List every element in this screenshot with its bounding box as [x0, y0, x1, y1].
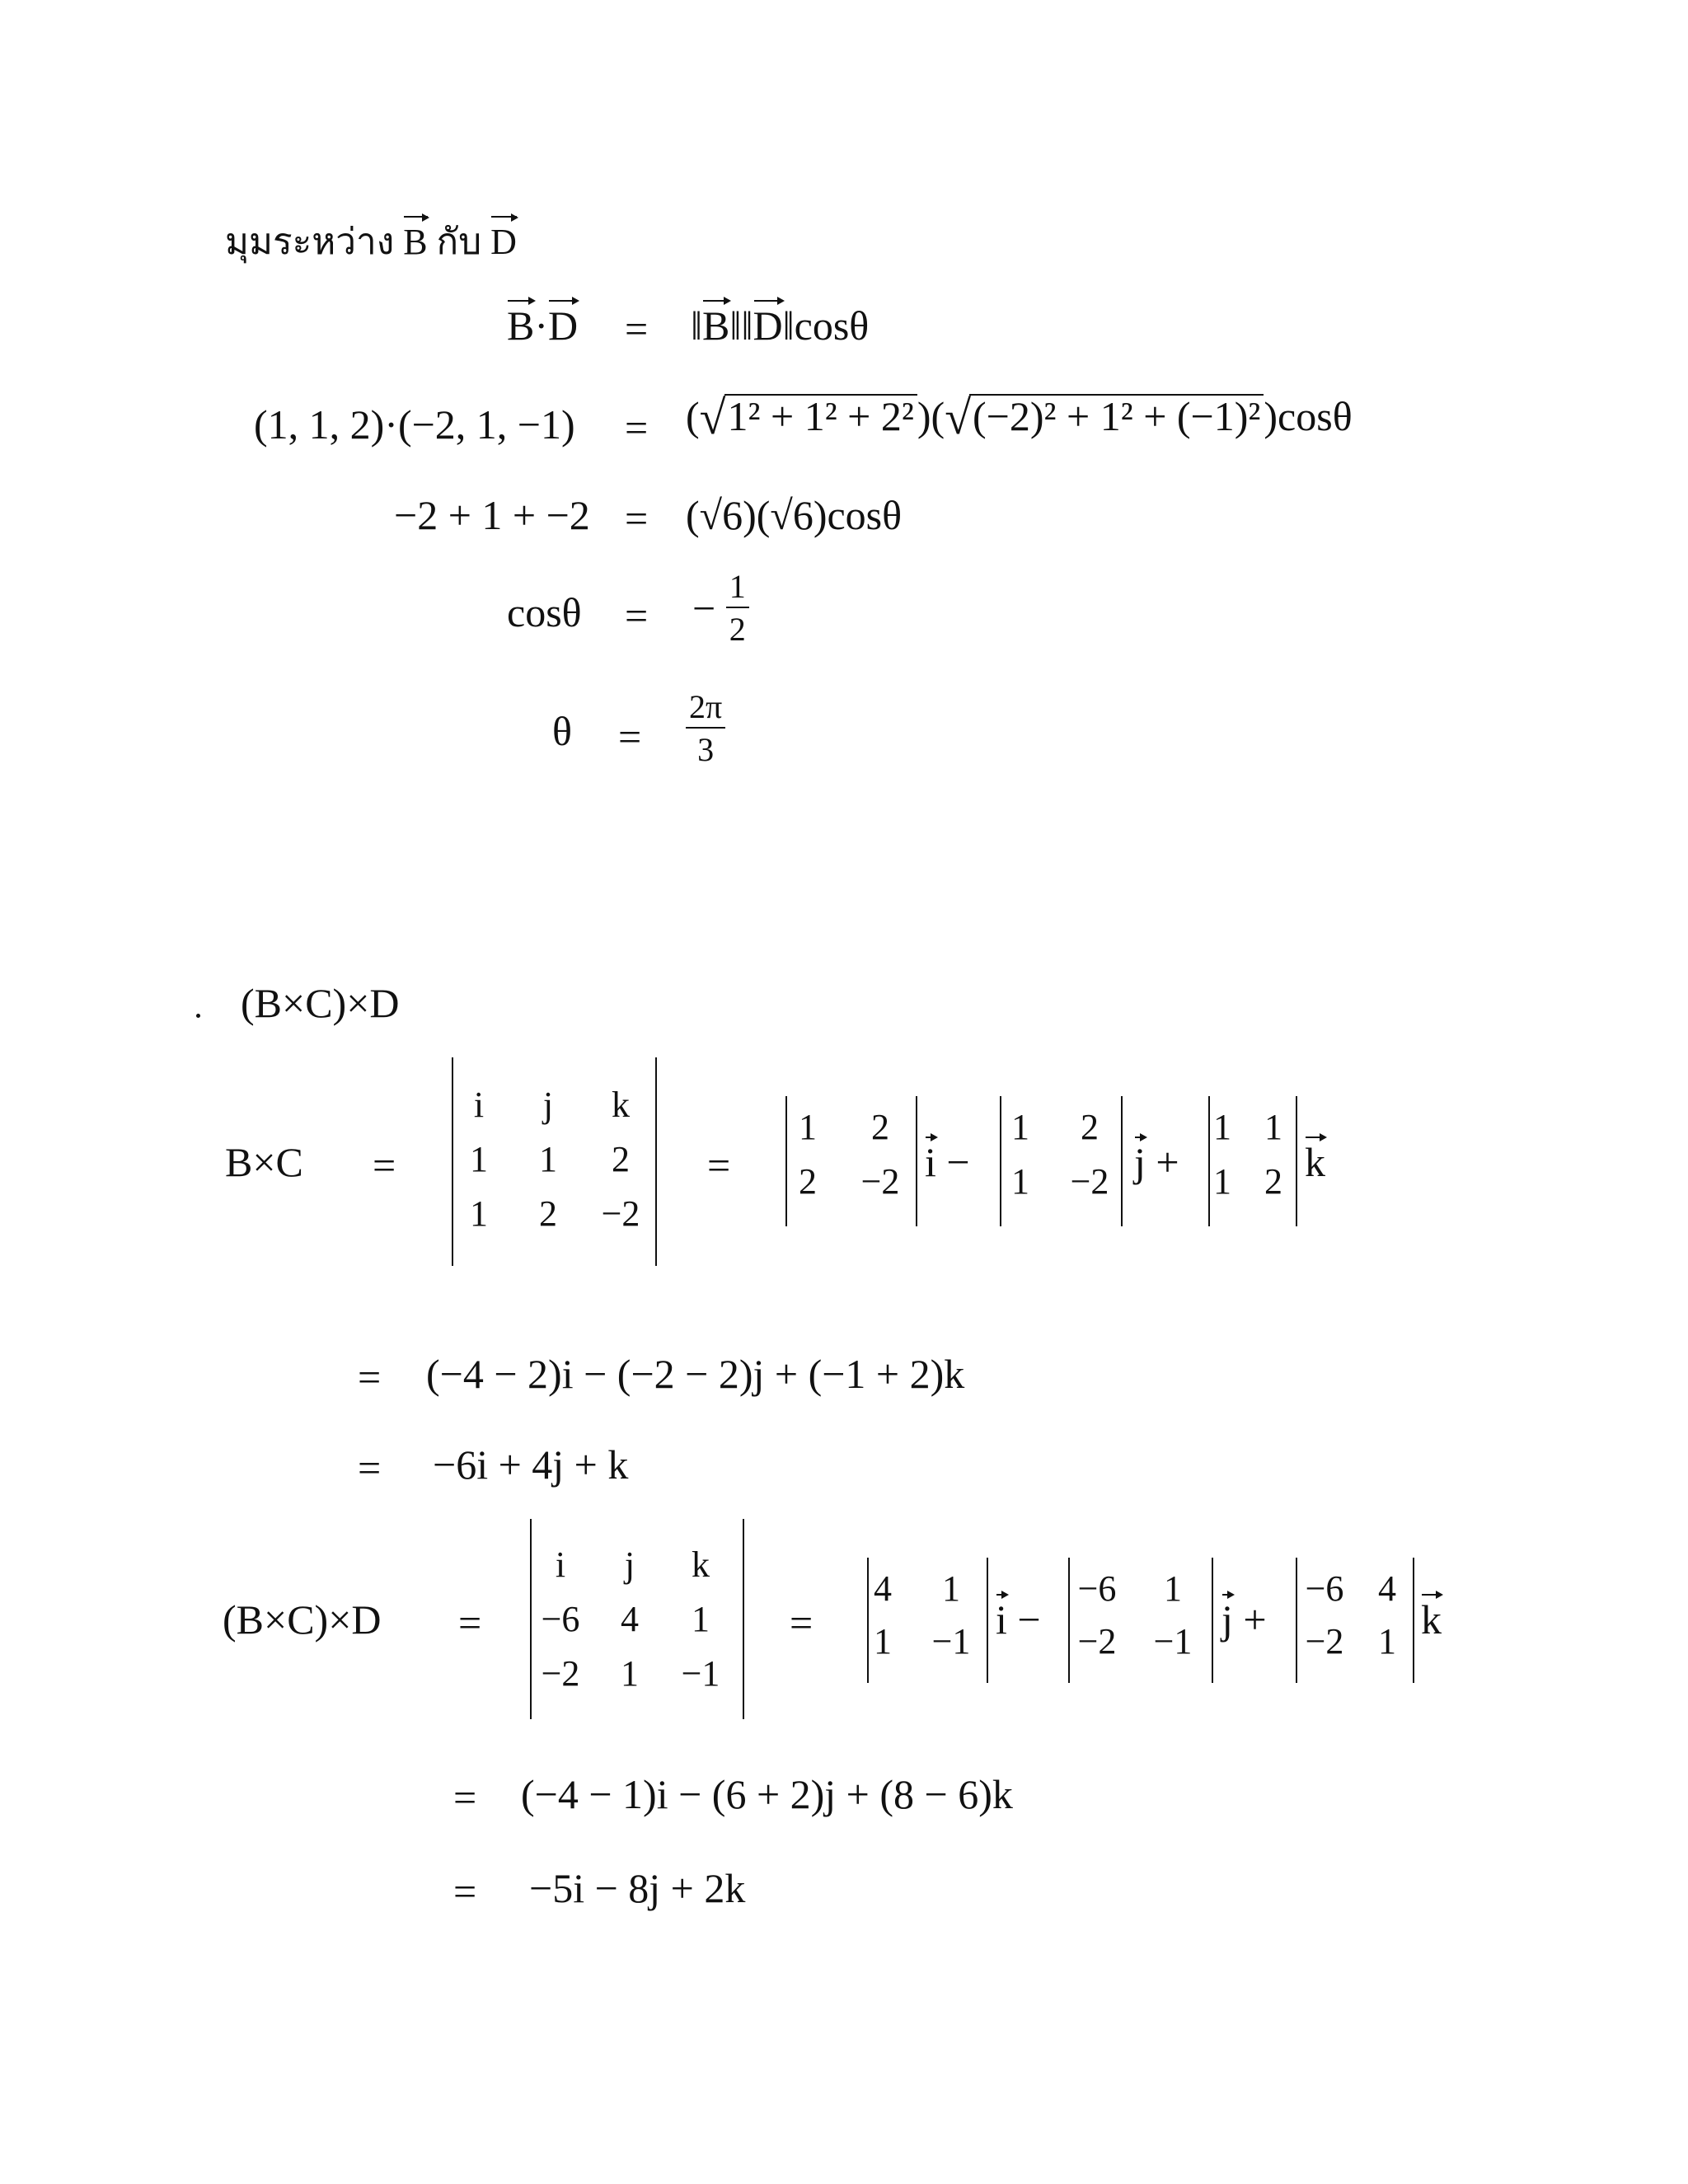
- matrix-cell: 1: [470, 1193, 488, 1234]
- step2-equals: =: [453, 1774, 477, 1821]
- det-bxcxd: [530, 1519, 744, 1719]
- result2-expression: −5i − 8j + 2k: [529, 1865, 746, 1911]
- matrix-cell: 2: [1264, 1161, 1282, 1202]
- matrix-cell: 1: [1213, 1107, 1231, 1147]
- matrix-cell: 1: [470, 1139, 488, 1179]
- minor2-k: [1296, 1558, 1414, 1683]
- matrix-cell: 1: [799, 1107, 817, 1147]
- section-heading-angle: [225, 213, 517, 270]
- matrix-cell: −6: [541, 1599, 580, 1639]
- fraction-one-half: $\frac{1}{2}$: [726, 570, 749, 646]
- minor1-i: [785, 1096, 917, 1226]
- matrix-cell: 1: [1213, 1161, 1231, 1202]
- matrix-cell: 1: [1378, 1621, 1396, 1661]
- bxcxd-equals-1: =: [458, 1600, 482, 1646]
- matrix-cell: 1: [621, 1653, 639, 1694]
- matrix-cell: 2: [612, 1139, 630, 1179]
- step2-expression: (−4 − 1)i − (6 + 2)j + (8 − 6)k: [521, 1771, 1013, 1817]
- matrix-cell: 4: [621, 1599, 639, 1639]
- matrix-cell: 1: [692, 1599, 710, 1639]
- eq1-rhs: ‖B‖‖D‖cosθ: [691, 302, 870, 349]
- eq3-rhs: (√6)(√6)cosθ: [686, 492, 903, 538]
- det-bxc: [452, 1057, 657, 1266]
- minor2-i: [867, 1558, 988, 1683]
- bxc-label: B×C: [225, 1139, 303, 1185]
- matrix-cell: j: [542, 1085, 554, 1125]
- sqrt-norm-d: (−2)² + 1² + (−1)²: [969, 394, 1264, 437]
- eq2-equals: =: [625, 405, 649, 451]
- eq1-lhs: B·D: [507, 302, 579, 349]
- bxc-equals-2: =: [707, 1142, 731, 1188]
- term-j-plus: j +: [1134, 1139, 1179, 1185]
- matrix-cell: j: [624, 1544, 635, 1585]
- eq4-equals: =: [625, 593, 649, 639]
- matrix-cell: k: [692, 1544, 710, 1585]
- eq3-equals: =: [625, 495, 649, 541]
- matrix-cell: 2: [871, 1107, 889, 1147]
- matrix-cell: 4: [1378, 1568, 1396, 1609]
- matrix-cell: 1: [942, 1568, 960, 1609]
- eq5-lhs: θ: [552, 708, 572, 754]
- matrix-cell: −6: [1077, 1568, 1117, 1609]
- matrix-cell: k: [612, 1085, 630, 1125]
- term2-j-plus: j +: [1221, 1596, 1267, 1643]
- matrix-cell: −6: [1305, 1568, 1344, 1609]
- step1-expression: (−4 − 2)i − (−2 − 2)j + (−1 + 2)k: [426, 1351, 965, 1397]
- bxc-equals-1: =: [373, 1142, 396, 1188]
- cross-section-title: (B×C)×D: [241, 980, 400, 1026]
- matrix-cell: 2: [539, 1193, 557, 1234]
- matrix-cell: i: [555, 1544, 566, 1585]
- term-k: k: [1305, 1139, 1325, 1185]
- matrix-cell: −1: [681, 1653, 720, 1694]
- step1-equals: =: [358, 1354, 382, 1400]
- minor2-j: [1068, 1558, 1213, 1683]
- matrix-cell: 1: [1264, 1107, 1282, 1147]
- matrix-cell: −1: [931, 1621, 971, 1661]
- eq5-rhs: [686, 688, 725, 768]
- matrix-cell: −2: [541, 1653, 580, 1694]
- eq1-equals: =: [625, 306, 649, 352]
- eq4-rhs: − $\frac{1}{2}$: [692, 570, 749, 646]
- matrix-cell: 1: [1164, 1568, 1182, 1609]
- matrix-cell: −2: [860, 1161, 900, 1202]
- eq2-rhs: (√1² + 1² + 2²)(√(−2)² + 1² + (−1)²)cosθ: [686, 391, 1353, 444]
- eq3-lhs: −2 + 1 + −2: [394, 492, 590, 538]
- matrix-cell: 1: [539, 1139, 557, 1179]
- matrix-cell: 2: [799, 1161, 817, 1202]
- sqrt-norm-b: 1² + 1² + 2²: [724, 394, 917, 437]
- matrix-cell: −2: [1070, 1161, 1109, 1202]
- result1-equals: =: [358, 1445, 382, 1491]
- bxcxd-equals-2: =: [790, 1600, 814, 1646]
- vec-b-symbol: B: [507, 302, 535, 349]
- matrix-cell: i: [473, 1085, 485, 1125]
- matrix-cell: −2: [1077, 1621, 1117, 1661]
- term-i-minus: i −: [925, 1139, 970, 1185]
- matrix-cell: 1: [1011, 1107, 1029, 1147]
- matrix-cell: 1: [1011, 1161, 1029, 1202]
- matrix-cell: 1: [874, 1621, 892, 1661]
- eq2-lhs: (1, 1, 2)·(−2, 1, −1): [254, 401, 575, 448]
- heading-text: มุมระหว่าง: [225, 222, 395, 262]
- bxcxd-label: (B×C)×D: [223, 1596, 382, 1643]
- term2-i-minus: i −: [996, 1596, 1041, 1643]
- eq5-equals: =: [618, 714, 642, 760]
- result1-expression: −6i + 4j + k: [433, 1441, 629, 1488]
- term2-k: k: [1421, 1596, 1442, 1643]
- matrix-cell: −2: [1305, 1621, 1344, 1661]
- matrix-cell: 4: [874, 1568, 892, 1609]
- heading-conj: กับ: [436, 222, 482, 262]
- eq4-lhs: cosθ: [507, 589, 582, 635]
- minor1-k: [1208, 1096, 1297, 1226]
- vec-d-symbol: D: [548, 302, 579, 349]
- matrix-cell: 2: [1081, 1107, 1099, 1147]
- vector-b: B: [403, 222, 428, 262]
- result2-equals: =: [453, 1868, 477, 1915]
- minor1-j: [1000, 1096, 1123, 1226]
- bullet-dot: [196, 1014, 200, 1018]
- matrix-cell: −1: [1153, 1621, 1193, 1661]
- vector-d: D: [490, 222, 517, 262]
- fraction-two-pi-over-three: $\frac{2\pi}{3}$: [686, 691, 725, 766]
- matrix-cell: −2: [601, 1193, 640, 1234]
